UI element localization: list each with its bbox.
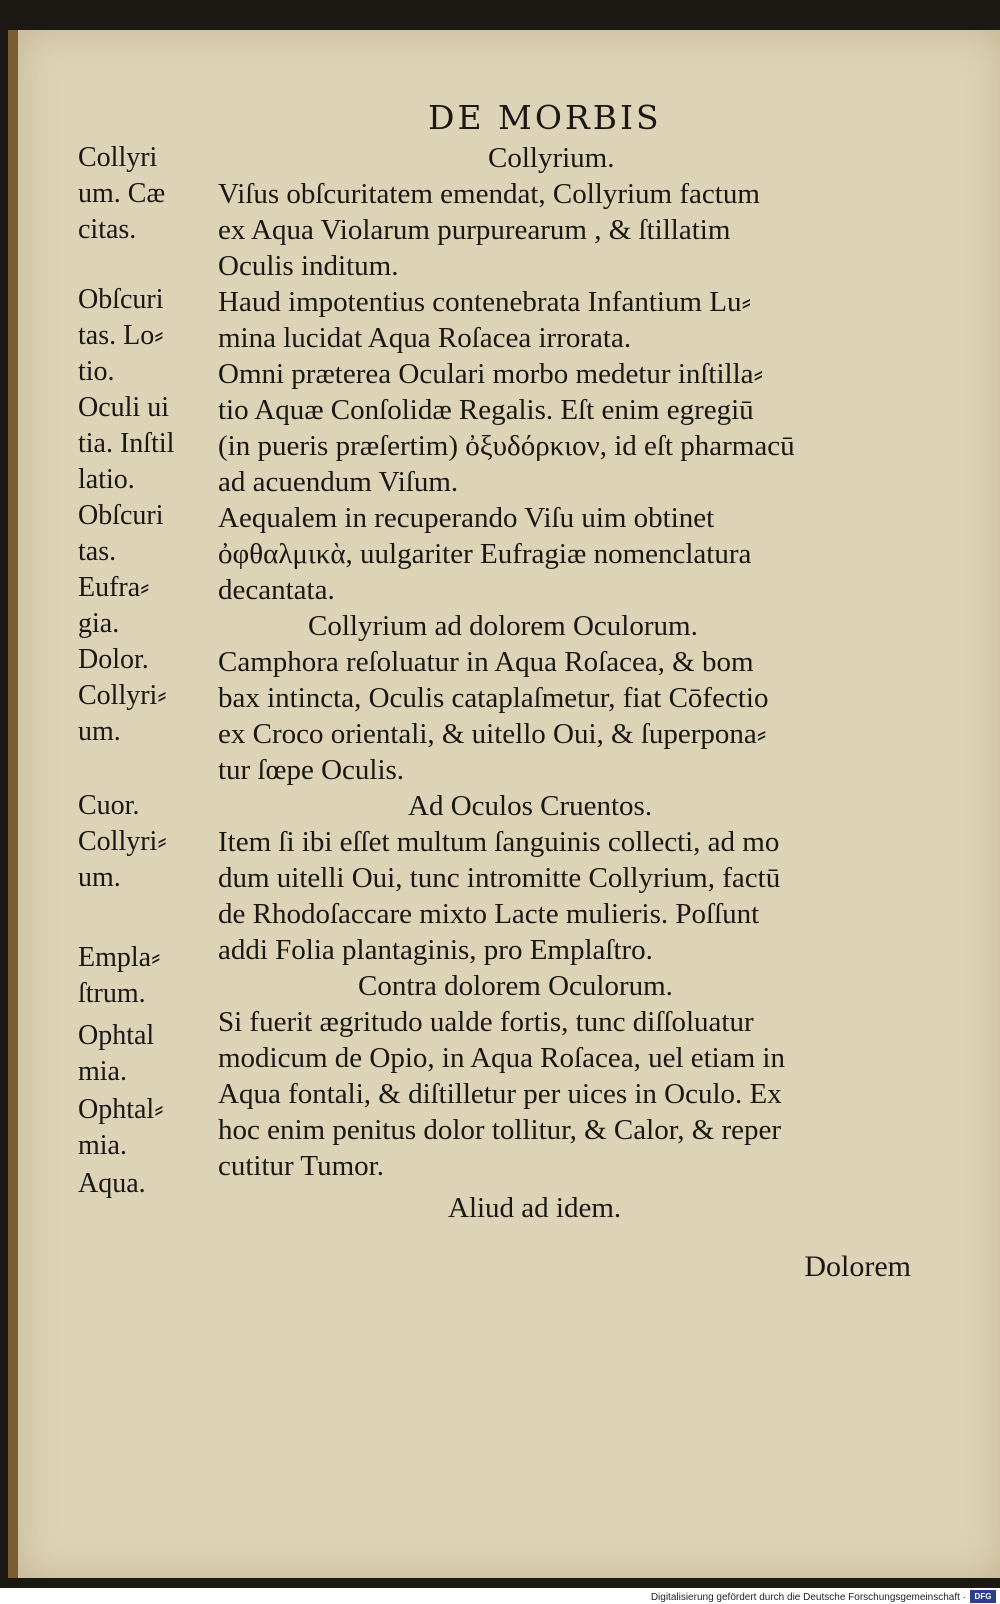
margin-note: Ophtal [78, 1020, 155, 1051]
margin-note: citas. [78, 214, 137, 245]
margin-note: mia. [78, 1130, 127, 1161]
margin-note: Empla⸗ [78, 942, 161, 973]
text-line: Aqua fontali, & diſtilletur per uices in Oculo. Ex [218, 1078, 782, 1110]
section-heading: Aliud ad idem. [448, 1192, 622, 1224]
margin-note: Collyri [78, 142, 158, 173]
margin-note: tio. [78, 356, 115, 387]
margin-note: tas. [78, 536, 117, 567]
text-line: tur ſœpe Oculis. [218, 754, 405, 786]
text-line: ex Croco orientali, & uitello Oui, & ſuperpona⸗ [218, 718, 767, 750]
margin-note: Eufra⸗ [78, 572, 150, 603]
text-line: de Rhodoſaccare mixto Lacte mulieris. Poſſunt [218, 898, 760, 930]
dfg-logo: DFG [970, 1590, 996, 1603]
text-line: ex Aqua Violarum purpurearum , & ſtillatim [218, 214, 731, 246]
text-line: mina lucidat Aqua Roſacea irrorata. [218, 322, 632, 354]
text-line: (in pueris prӕſertim) ὀξυδόρκιον, id eſt pharmacū [218, 430, 795, 462]
text-line: ὀφθαλμικὰ, uulgariter Eufragiӕ nomenclatura [218, 538, 752, 570]
text-line: Oculis inditum. [218, 250, 399, 282]
margin-note: Collyri⸗ [78, 680, 167, 711]
text-line: Viſus obſcuritatem emendat, Collyrium factum [218, 178, 760, 210]
margin-note: Obſcuri [78, 500, 164, 531]
margin-note: um. [78, 716, 121, 747]
margin-note: tas. Lo⸗ [78, 320, 164, 351]
catchword: Dolorem [804, 1250, 911, 1283]
margin-note: um. Cæ [78, 178, 166, 209]
margin-note: um. [78, 862, 121, 893]
margin-note: Ophtal⸗ [78, 1094, 164, 1125]
running-head: DE MORBIS [428, 98, 662, 137]
text-line: Item ſi ibi eſſet multum ſanguinis collecti, ad mo [218, 826, 780, 858]
text-line: Aequalem in recuperando Viſu uim obtinet [218, 502, 715, 534]
text-line: decantata. [218, 574, 335, 606]
margin-note: Obſcuri [78, 284, 164, 315]
text-line: Omni prӕterea Oculari morbo medetur inſtilla⸗ [218, 358, 764, 390]
text-line: Haud impotentius contenebrata Infantium Lu⸗ [218, 286, 752, 318]
margin-note: gia. [78, 608, 120, 639]
margin-note: ſtrum. [78, 978, 146, 1009]
margin-note: Oculi ui [78, 392, 169, 423]
margin-note: Dolor. [78, 644, 149, 675]
margin-note: tia. Inſtil [78, 428, 175, 459]
text-line: cutitur Tumor. [218, 1150, 384, 1182]
text-line: Camphora reſoluatur in Aqua Roſacea, & bom [218, 646, 754, 678]
text-line: bax intincta, Oculis cataplaſmetur, fiat Cōfectio [218, 682, 769, 714]
section-heading: Collyrium. [488, 142, 615, 174]
text-line: tio Aquӕ Conſolidӕ Regalis. Eſt enim egregiū [218, 394, 754, 426]
margin-note: Aqua. [78, 1168, 146, 1199]
margin-note: Collyri⸗ [78, 826, 167, 857]
margin-note: Cuor. [78, 790, 140, 821]
text-line: hoc enim penitus dolor tollitur, & Calor, & reper [218, 1114, 782, 1146]
text-line: dum uitelli Oui, tunc intromitte Collyrium, factū [218, 862, 781, 894]
section-heading: Collyrium ad dolorem Oculorum. [308, 610, 698, 642]
text-line: Si fuerit ӕgritudo ualde fortis, tunc diſſoluatur [218, 1006, 754, 1038]
section-heading: Contra dolorem Oculorum. [358, 970, 673, 1002]
margin-note: mia. [78, 1056, 127, 1087]
margin-note: latio. [78, 464, 135, 495]
digitization-footer [0, 1588, 1000, 1604]
text-line: addi Folia plantaginis, pro Emplaſtro. [218, 934, 653, 966]
text-line: modicum de Opio, in Aqua Roſacea, uel etiam in [218, 1042, 785, 1074]
text-line: ad acuendum Viſum. [218, 466, 459, 498]
book-page [8, 30, 1000, 1578]
section-heading: Ad Oculos Cruentos. [408, 790, 653, 822]
footer-credit: Digitalisierung gefördert durch die Deutsche Forschungsgemeinschaft · [650, 1592, 966, 1603]
